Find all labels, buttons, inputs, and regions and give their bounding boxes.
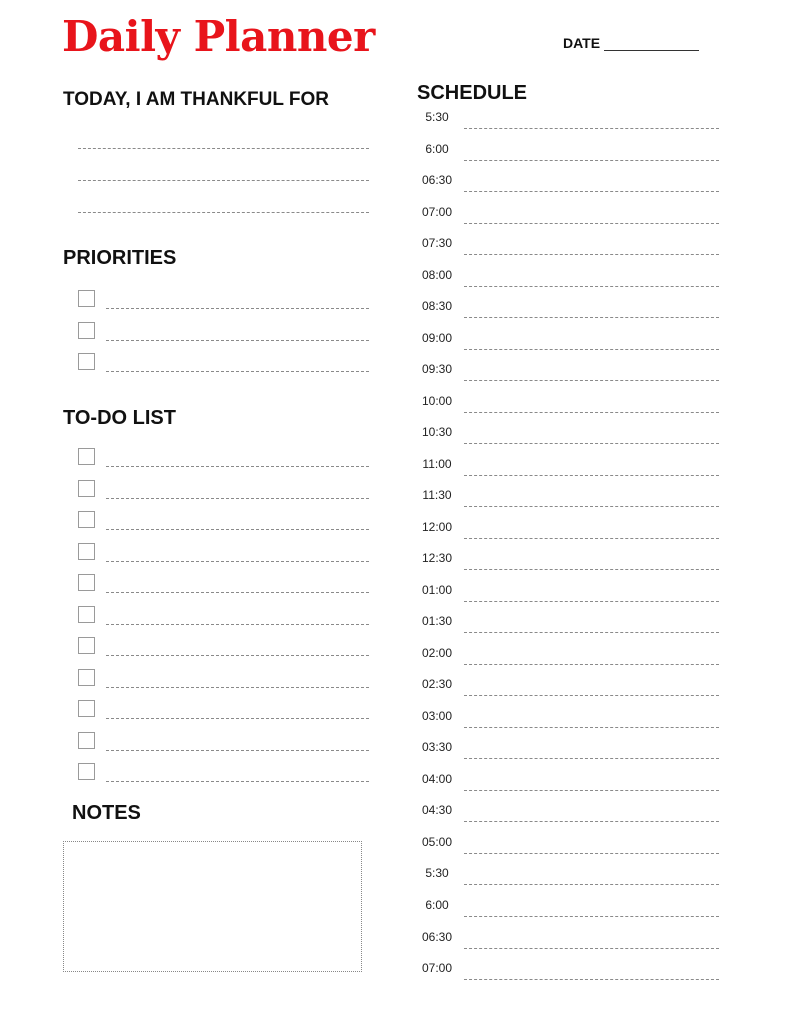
schedule-time: 08:00 bbox=[421, 267, 453, 282]
todo-item[interactable] bbox=[78, 669, 369, 689]
schedule-time: 11:00 bbox=[422, 456, 452, 471]
schedule-row[interactable] bbox=[417, 362, 719, 392]
todo-item[interactable] bbox=[78, 543, 369, 563]
priorities-heading: PRIORITIES bbox=[63, 247, 177, 269]
todo-checkbox[interactable] bbox=[78, 700, 95, 717]
priority-line[interactable] bbox=[106, 340, 369, 341]
schedule-time: 02:00 bbox=[421, 645, 453, 660]
schedule-line[interactable] bbox=[464, 191, 719, 192]
schedule-time: 04:30 bbox=[421, 803, 453, 818]
schedule-time: 04:00 bbox=[421, 771, 453, 786]
priority-item[interactable] bbox=[78, 322, 369, 342]
schedule-line[interactable] bbox=[464, 475, 719, 476]
schedule-line[interactable] bbox=[464, 380, 719, 381]
priority-checkbox[interactable] bbox=[78, 290, 95, 307]
thankful-line[interactable] bbox=[78, 212, 369, 213]
todo-item[interactable] bbox=[78, 763, 369, 783]
todo-item[interactable] bbox=[78, 700, 369, 720]
notes-heading: NOTES bbox=[72, 802, 141, 824]
schedule-time: 6:00 bbox=[425, 898, 449, 912]
schedule-time: 02:30 bbox=[421, 677, 453, 692]
schedule-line[interactable] bbox=[464, 790, 719, 791]
schedule-line[interactable] bbox=[464, 853, 719, 854]
todo-item[interactable] bbox=[78, 606, 369, 626]
schedule-row[interactable] bbox=[417, 456, 719, 487]
page-title: Daily Planner bbox=[62, 12, 375, 61]
schedule-row[interactable] bbox=[417, 582, 719, 613]
schedule-time: 5:30 bbox=[425, 866, 449, 881]
schedule-line[interactable] bbox=[464, 223, 719, 224]
schedule-time: 01:00 bbox=[421, 582, 453, 597]
date-label: DATE bbox=[563, 35, 601, 51]
date-input-line[interactable] bbox=[604, 37, 699, 51]
schedule-line[interactable] bbox=[464, 349, 719, 350]
schedule-line[interactable] bbox=[464, 254, 719, 255]
schedule-row[interactable] bbox=[417, 677, 719, 707]
todo-checkbox[interactable] bbox=[78, 763, 95, 780]
todo-checkbox[interactable] bbox=[78, 480, 95, 497]
schedule-time: 07:30 bbox=[421, 236, 453, 251]
schedule-line[interactable] bbox=[464, 979, 719, 980]
schedule-row[interactable] bbox=[417, 204, 719, 235]
priority-line[interactable] bbox=[106, 308, 369, 309]
schedule-time: 01:30 bbox=[421, 614, 453, 629]
schedule-time: 03:00 bbox=[421, 708, 453, 723]
schedule-line[interactable] bbox=[464, 601, 719, 602]
thankful-line[interactable] bbox=[78, 180, 369, 181]
thankful-heading: TODAY, I AM THANKFUL FOR bbox=[63, 89, 330, 110]
todo-line[interactable] bbox=[106, 750, 369, 751]
schedule-row[interactable] bbox=[417, 834, 719, 865]
schedule-line[interactable] bbox=[464, 160, 719, 161]
schedule-row[interactable] bbox=[417, 330, 719, 361]
schedule-line[interactable] bbox=[464, 916, 719, 917]
schedule-row[interactable] bbox=[417, 488, 719, 518]
priority-item[interactable] bbox=[78, 290, 369, 310]
schedule-row[interactable] bbox=[417, 645, 719, 676]
schedule-line[interactable] bbox=[464, 727, 719, 728]
schedule-row[interactable] bbox=[417, 708, 719, 739]
schedule-line[interactable] bbox=[464, 758, 719, 759]
todo-checkbox[interactable] bbox=[78, 606, 95, 623]
schedule-time: 12:30 bbox=[421, 551, 453, 566]
schedule-row[interactable] bbox=[417, 267, 719, 298]
todo-item[interactable] bbox=[78, 448, 369, 468]
schedule-row[interactable] bbox=[417, 110, 719, 140]
priority-item[interactable] bbox=[78, 353, 369, 373]
schedule-row[interactable] bbox=[417, 803, 719, 833]
schedule-row[interactable] bbox=[417, 929, 719, 960]
schedule-time: 06:30 bbox=[421, 173, 453, 188]
thankful-line[interactable] bbox=[78, 148, 369, 149]
date-field[interactable] bbox=[563, 35, 699, 51]
schedule-line[interactable] bbox=[464, 506, 719, 507]
schedule-line[interactable] bbox=[464, 128, 719, 129]
schedule-row[interactable] bbox=[417, 236, 719, 266]
todo-item[interactable] bbox=[78, 480, 369, 500]
schedule-line[interactable] bbox=[464, 412, 719, 413]
todo-checkbox[interactable] bbox=[78, 511, 95, 528]
schedule-line[interactable] bbox=[464, 569, 719, 570]
todo-checkbox[interactable] bbox=[78, 669, 95, 686]
todo-line[interactable] bbox=[106, 561, 369, 562]
schedule-time: 03:30 bbox=[421, 740, 453, 755]
schedule-line[interactable] bbox=[464, 317, 719, 318]
todo-line[interactable] bbox=[106, 781, 369, 782]
schedule-line[interactable] bbox=[464, 821, 719, 822]
todo-line[interactable] bbox=[106, 624, 369, 625]
schedule-time: 08:30 bbox=[421, 299, 453, 314]
todo-line[interactable] bbox=[106, 655, 369, 656]
schedule-line[interactable] bbox=[464, 538, 719, 539]
schedule-row[interactable] bbox=[417, 961, 719, 991]
todo-line[interactable] bbox=[106, 529, 369, 530]
todo-item[interactable] bbox=[78, 511, 369, 531]
schedule-row[interactable] bbox=[417, 141, 719, 172]
priority-checkbox[interactable] bbox=[78, 322, 95, 339]
todo-line[interactable] bbox=[106, 718, 369, 719]
schedule-row[interactable] bbox=[417, 898, 719, 928]
schedule-time: 06:30 bbox=[421, 929, 453, 944]
todo-line[interactable] bbox=[106, 466, 369, 467]
schedule-time: 10:00 bbox=[421, 393, 453, 408]
todo-heading: TO-DO LIST bbox=[63, 407, 176, 429]
priority-checkbox[interactable] bbox=[78, 353, 95, 370]
todo-item[interactable] bbox=[78, 574, 369, 594]
schedule-time: 07:00 bbox=[421, 961, 453, 976]
schedule-row[interactable] bbox=[417, 519, 719, 550]
schedule-time: 12:00 bbox=[421, 519, 453, 534]
schedule-line[interactable] bbox=[464, 286, 719, 287]
priority-line[interactable] bbox=[106, 371, 369, 372]
schedule-line[interactable] bbox=[464, 443, 719, 444]
schedule-row[interactable] bbox=[417, 425, 719, 455]
schedule-row[interactable] bbox=[417, 173, 719, 203]
schedule-time: 07:00 bbox=[421, 204, 453, 219]
schedule-time: 11:30 bbox=[422, 488, 452, 503]
todo-checkbox[interactable] bbox=[78, 637, 95, 654]
schedule-line[interactable] bbox=[464, 664, 719, 665]
todo-item[interactable] bbox=[78, 637, 369, 657]
schedule-line[interactable] bbox=[464, 948, 719, 949]
schedule-time: 6:00 bbox=[425, 141, 449, 156]
schedule-line[interactable] bbox=[464, 632, 719, 633]
todo-line[interactable] bbox=[106, 592, 369, 593]
schedule-line[interactable] bbox=[464, 695, 719, 696]
schedule-row[interactable] bbox=[417, 551, 719, 581]
schedule-time: 05:00 bbox=[421, 834, 453, 849]
schedule-row[interactable] bbox=[417, 614, 719, 644]
schedule-time: 10:30 bbox=[421, 425, 453, 440]
schedule-line[interactable] bbox=[464, 884, 719, 885]
notes-box[interactable] bbox=[63, 841, 362, 972]
schedule-row[interactable] bbox=[417, 771, 719, 802]
todo-checkbox[interactable] bbox=[78, 448, 95, 465]
todo-line[interactable] bbox=[106, 498, 369, 499]
todo-checkbox[interactable] bbox=[78, 543, 95, 560]
schedule-heading: SCHEDULE bbox=[417, 82, 528, 104]
schedule-time: 09:00 bbox=[421, 330, 453, 345]
todo-checkbox[interactable] bbox=[78, 574, 95, 591]
schedule-time: 09:30 bbox=[421, 362, 453, 377]
todo-line[interactable] bbox=[106, 687, 369, 688]
schedule-row[interactable] bbox=[417, 393, 719, 424]
schedule-row[interactable] bbox=[417, 299, 719, 329]
schedule-time: 5:30 bbox=[425, 110, 449, 124]
todo-item[interactable] bbox=[78, 732, 369, 752]
schedule-row[interactable] bbox=[417, 740, 719, 770]
todo-checkbox[interactable] bbox=[78, 732, 95, 749]
schedule-row[interactable] bbox=[417, 866, 719, 896]
